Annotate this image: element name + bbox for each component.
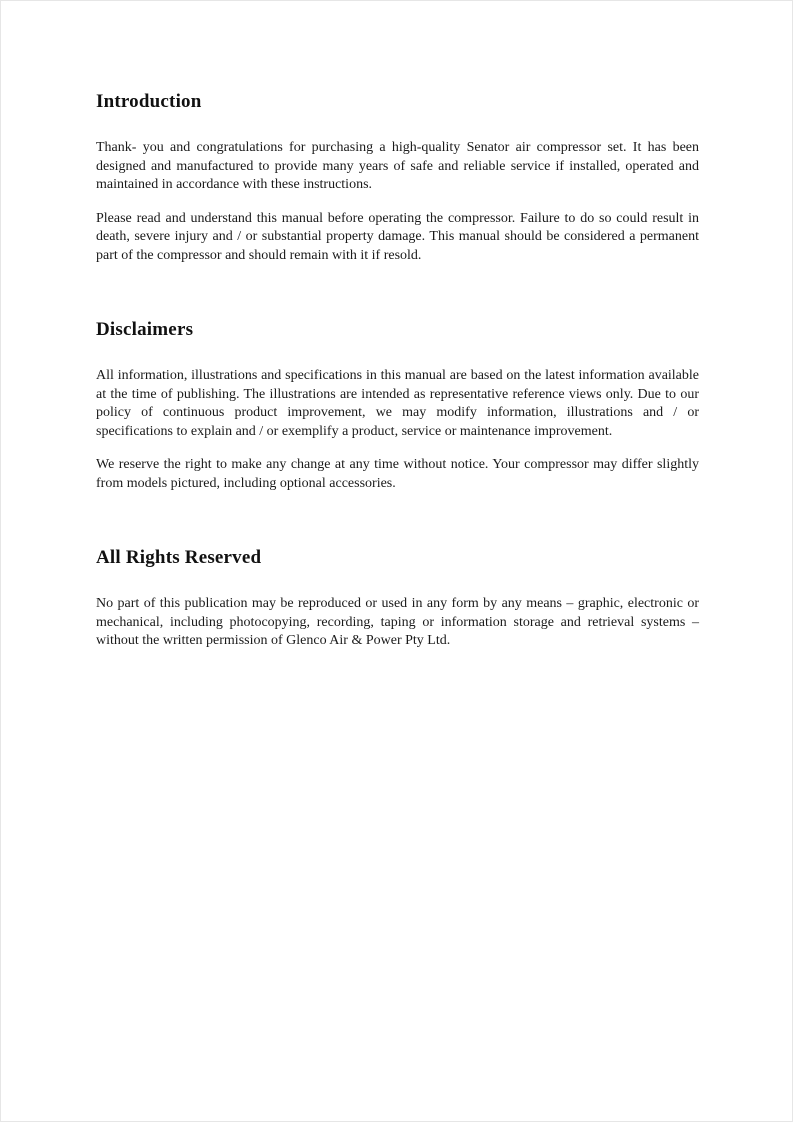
all-rights-reserved-heading: All Rights Reserved	[96, 547, 262, 568]
section-disclaimers	[96, 319, 699, 493]
introduction-paragraph-2: Please read and understand this manual before operating the compressor. Failure to do so could result in death, severe injury and / or substantial property damage. This manual should be considered a permanent part of the compressor and should remain with it if resold.	[96, 210, 699, 263]
disclaimers-paragraph-2: We reserve the right to make any change at any time without notice. Your compressor may differ slightly from models pictured, including optional accessories.	[96, 457, 699, 491]
disclaimers-paragraph-1: All information, illustrations and specifications in this manual are based on the latest information available at the time of publishing. The illustrations are intended as representative reference views only. Due to our policy of continuous product improvement, we may modify information, illustrations and / or specifications to explain and / or exemplify a product, service or maintenance improvement.	[96, 368, 699, 439]
all-rights-reserved-paragraph-1: No part of this publication may be reproduced or used in any form by any means – graphic, electronic or mechanical, including photocopying, recording, taping or information storage and retrieval systems – without the written permission of Glenco Air & Power Pty Ltd.	[96, 596, 699, 648]
section-introduction	[96, 91, 699, 265]
introduction-heading: Introduction	[96, 91, 202, 112]
disclaimers-heading: Disclaimers	[96, 319, 194, 340]
section-all-rights-reserved	[96, 547, 699, 651]
introduction-paragraph-1: Thank- you and congratulations for purchasing a high-quality Senator air compressor set. It has been designed and manufactured to provide many years of safe and reliable service if installed, operated and maintained in accordance with these instructions.	[96, 140, 699, 192]
